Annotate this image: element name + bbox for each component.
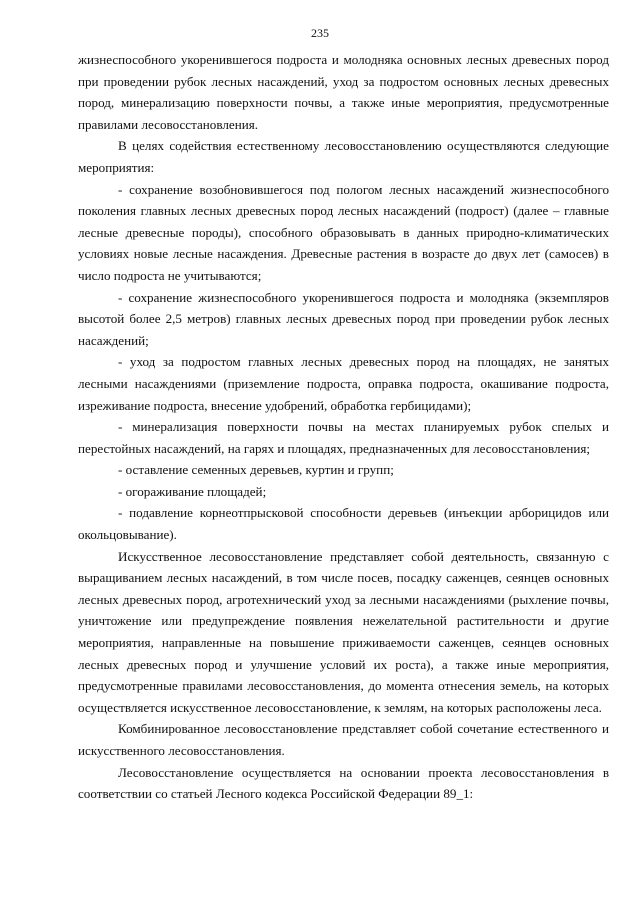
list-item-preserve-young-growth: - сохранение жизнеспособного укоренившегося подроста и молодняка (экземпляров высотой более 2,5 метров) главных лесных древесных пород при проведении рубок лесных насаждений; (78, 289, 609, 348)
page-number: 235 (311, 26, 329, 40)
paragraph-natural-measures-intro: В целях содействия естественному лесовосстановлению осуществляются следующие мероприятия: (78, 138, 609, 175)
list-item-root-suppression: - подавление корнеотпрысковой способности деревьев (инъекции арборицидов или окольцовывание). (78, 505, 609, 543)
paragraph-reforestation-basis: Лесовосстановление осуществляется на основании проекта лесовосстановления в соответствии со статьей Лесного кодекса Российской Федерации 89_1: (78, 764, 609, 802)
list-item-preserve-regrowth: - сохранение возобновившегося под пологом лесных насаждений жизнеспособного поколения главных лесных древесных пород лесных насаждений (подрост) (далее – главные лесные древесные породы), способного образовывать в данных природно-климатических условиях новые лесные насаждения. Древесные растения в возрасте до двух лет (самосев) в число подроста не учитываются; (78, 181, 609, 283)
paragraph-combined-reforestation: Комбинированное лесовосстановление представляет собой сочетание естественного и искусственного лесовосстановления. (78, 721, 609, 758)
list-item-soil-mineralization: - минерализация поверхности почвы на местах планируемых рубок спелых и перестойных насаждений, на гарях и площадях, предназначенных для лесовосстановления; (78, 419, 609, 456)
paragraph-artificial-reforestation: Искусственное лесовосстановление представляет собой деятельность, связанную с выращиванием лесных насаждений, в том числе посев, посадку саженцев, сеянцев основных лесных древесных пород, агротехнический уход за лесными насаждениями (рыхление почвы, уничтожение или предупреждение появления нежелательной растительности и другие мероприятия, направленные на повышение приживаемости саженцев, сеянцев основных лесных древесных пород и улучшение условий их роста), а также иные мероприятия, предусмотренные правилами лесовосстановления, до момента отнесения земель, на которых осуществляется искусственное лесовосстановление, к землям, на которых расположены леса. (78, 548, 609, 715)
body-text (78, 49, 609, 805)
paragraph-continuation: жизнеспособного укоренившегося подроста и молодняка основных лесных древесных пород при проведении рубок лесных насаждений, уход за подростом основных лесных древесных пород, минерализацию поверхности почвы, а также иные мероприятия, предусмотренные правилами лесовосстановления. (78, 52, 609, 132)
list-item-fencing: - огораживание площадей; (118, 483, 267, 499)
list-item-care-of-undergrowth: - уход за подростом главных лесных древесных пород на площадях, не занятых лесными насаждениями (приземление подроста, оправка подроста, окашивание подроста, изреживание подроста, внесение удобрений, обработка гербицидами); (78, 354, 609, 413)
list-item-seed-trees: - оставление семенных деревьев, куртин и групп; (118, 462, 394, 478)
